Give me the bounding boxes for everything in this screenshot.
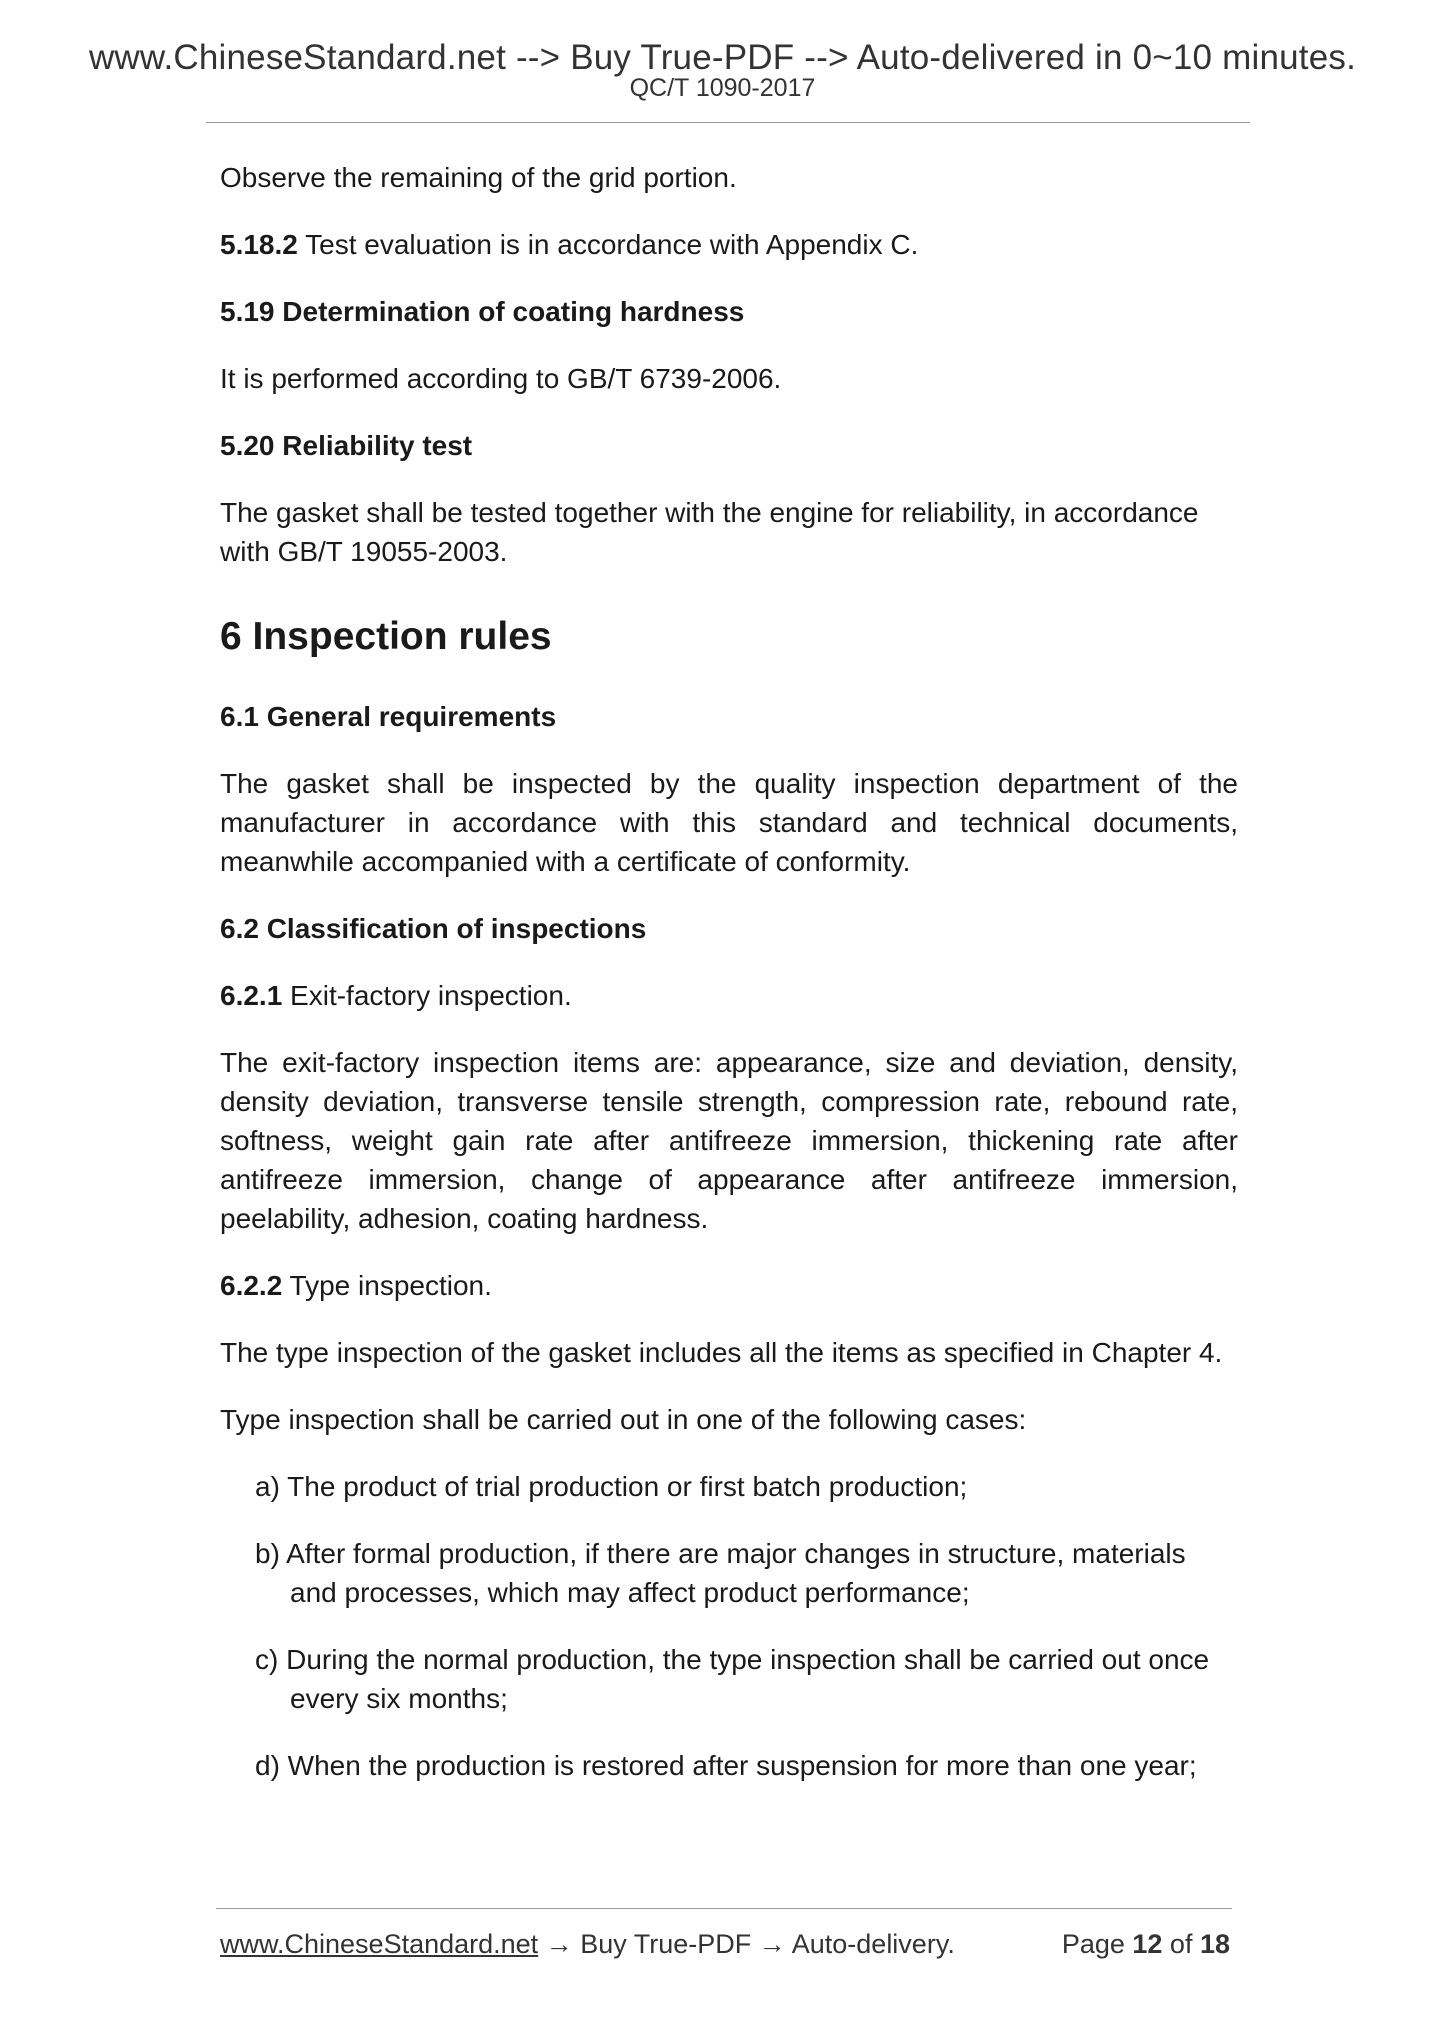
clause-number: 6.2.2: [220, 1270, 283, 1301]
clause-5-18-2: [220, 225, 1238, 264]
paragraph-5-19: It is performed according to GB/T 6739-2006.: [220, 363, 782, 394]
heading-5-19: 5.19 Determination of coating hardness: [220, 296, 745, 327]
page-of: of: [1162, 1929, 1200, 1959]
list-item: c) During the normal production, the type inspection shall be carried out once every six months;: [255, 1644, 1210, 1714]
heading-6-1: 6.1 General requirements: [220, 701, 557, 732]
clause-number: 5.18.2: [220, 229, 298, 260]
list-item: b) After formal production, if there are major changes in structure, materials and processes, which may affect product performance;: [255, 1538, 1186, 1608]
footer-site-link[interactable]: www.ChineseStandard.net: [220, 1929, 539, 1959]
footer-tagline: → Buy True-PDF → Auto-delivery.: [538, 1929, 955, 1959]
heading-6-2: 6.2 Classification of inspections: [220, 913, 647, 944]
header-divider: [206, 122, 1250, 123]
page-total: 18: [1199, 1929, 1230, 1959]
chapter-heading-6: 6 Inspection rules: [220, 615, 552, 658]
paragraph-6-1: The gasket shall be inspected by the quality inspection department of the manufacturer in accordance with this standard and technical documents, meanwhile accompanied with a certificate of conformity.: [220, 768, 1238, 877]
page-label: Page: [1061, 1929, 1133, 1959]
page-indicator: [1062, 1927, 1230, 1961]
header-banner: www.ChineseStandard.net --> Buy True-PDF --> Auto-delivered in 0~10 minutes.: [88, 38, 1357, 77]
clause-6-2-2: [220, 1266, 1238, 1305]
clause-number: 6.2.1: [220, 980, 283, 1011]
paragraph-cases: Type inspection shall be carried out in one of the following cases:: [220, 1404, 1027, 1435]
clause-text: Test evaluation is in accordance with Appendix C.: [297, 229, 919, 260]
list-item: d) When the production is restored after suspension for more than one year;: [255, 1750, 1197, 1781]
footer-left: [220, 1927, 955, 1961]
document-body: [220, 158, 1238, 1813]
page-current: 12: [1132, 1929, 1163, 1959]
paragraph-6-2-2: The type inspection of the gasket includes all the items as specified in Chapter 4.: [220, 1337, 1223, 1368]
paragraph-grid-remaining: Observe the remaining of the grid portion.: [220, 162, 737, 193]
paragraph-6-2-1: The exit-factory inspection items are: appearance, size and deviation, density, density deviation, transverse tensile strength, compression rate, rebound rate, softness, weight gain rate after antifreeze immersion, thickening rate after antifreeze immersion, change of appearance after antifreeze immersion, peelability, adhesion, coating hardness.: [220, 1047, 1238, 1234]
list-item: a) The product of trial production or first batch production;: [255, 1471, 968, 1502]
clause-text: Type inspection.: [282, 1270, 492, 1301]
standard-code: QC/T 1090-2017: [629, 74, 816, 102]
footer-divider: [216, 1908, 1232, 1909]
paragraph-5-20: The gasket shall be tested together with the engine for reliability, in accordance with GB/T 19055-2003.: [220, 497, 1199, 567]
clause-text: Exit-factory inspection.: [282, 980, 572, 1011]
heading-5-20: 5.20 Reliability test: [220, 430, 473, 461]
clause-6-2-1: [220, 976, 1238, 1015]
